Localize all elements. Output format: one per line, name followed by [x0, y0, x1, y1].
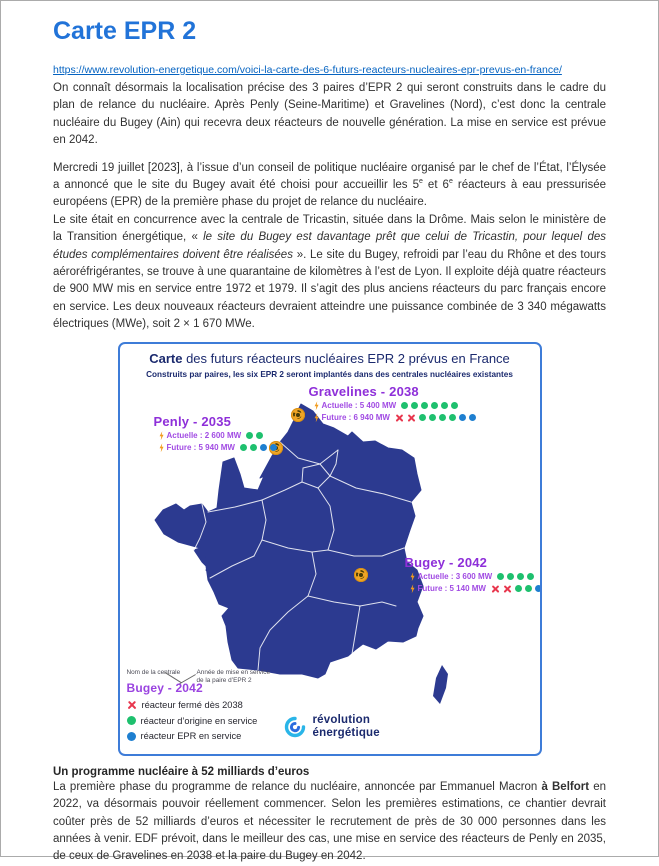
- legend-item-epr: réacteur EPR en service: [127, 731, 258, 742]
- station-label-penly: [154, 414, 277, 453]
- epr-reactor-icon: [127, 732, 141, 741]
- map-figure: [118, 342, 542, 756]
- closing-suffix: en 2022, va désormais pouvoir réellement commencer. Selon les premières estimations, ce chantier devrait coûter près de 52 milliards d’euros et nécessiter le recrutement de près de 30 000 personnes dans les années à venir. EDF prévoit, dans le meilleur des cas, une mise en service des réacteurs de Penly en 2035, de ceux de Gravelines en 2038 et la paire du Bugey en 2042.: [53, 780, 606, 863]
- station-name: Penly - 2035: [153, 413, 232, 429]
- station-name: Bugey - 2042: [404, 554, 488, 570]
- station-actual-label: Actuelle : 3 600 MW: [417, 572, 493, 582]
- ordinal-sup: e: [418, 178, 423, 186]
- para3-prefix: Le site était en concurrence avec la centrale de Tricastin, située dans la Drôme. Mais selon le ministère de la Transition énergétique, «: [53, 213, 606, 244]
- reactor-units: [237, 444, 277, 451]
- bolt-icon: [314, 401, 320, 410]
- para2-text-3: réacteurs à eau pressurisée européens (EPR) de la première phase du projet de relance du nucléaire.: [53, 179, 606, 209]
- page-title: Carte EPR 2: [53, 17, 197, 45]
- source-link[interactable]: https://www.revolution-energetique.com/voici-la-carte-des-6-futurs-reacteurs-nucleaires-epr-prevus-en-france/: [53, 64, 562, 76]
- closing-prefix: La première phase du programme de relance du nucléaire, annoncée par Emmanuel Macron: [53, 780, 542, 793]
- station-label-bugey: [405, 555, 542, 594]
- closing-bold: à Belfort: [541, 780, 590, 793]
- logo-text: [313, 714, 380, 739]
- bolt-icon: [410, 584, 416, 593]
- section-heading: Un programme nucléaire à 52 milliards d’euros: [53, 765, 310, 778]
- station-actual-row: [159, 431, 277, 441]
- legend-annotation-year-l2: de la paire d’EPR 2: [196, 676, 252, 684]
- reactor-units: [488, 584, 542, 593]
- legend-item-closed: réacteur fermé dès 2038: [127, 700, 258, 711]
- legend-item-original: réacteur d’origine en service: [127, 715, 258, 726]
- station-future-row: [159, 443, 277, 453]
- corsica: [433, 665, 448, 704]
- para2-text-2: et 6: [422, 179, 449, 192]
- bolt-icon: [410, 572, 416, 581]
- legend-annotation-year: [197, 669, 271, 685]
- reactor-units: [392, 413, 476, 422]
- page-content: [1, 17, 658, 866]
- legend-annotation-name: Nom de la centrale: [126, 668, 181, 676]
- intro-paragraph: On connaît désormais la localisation précise des 3 paires d’EPR 2 qui seront construits dans le cadre du plan de relance du nucléaire. Après Penly (Seine-Maritime) et Gravelines (Nord), c’est donc la centrale nucléaire du Bugey (Ain) qui recevra deux réacteurs de nouvelle génération. La mise en service est prévue en 2042.: [53, 82, 606, 147]
- map-subtitle: Construits par paires, les six EPR 2 seront implantés dans des centrales nucléaires existantes: [146, 369, 513, 379]
- logo-line1: révolution: [312, 714, 371, 727]
- ordinal-sup: e: [448, 178, 453, 186]
- legend-example-label: Bugey - 2042: [126, 680, 203, 695]
- closing-paragraph: [53, 779, 606, 866]
- revolution-energetique-logo: [282, 714, 380, 740]
- legend-annotation-year-l1: Année de mise en service: [196, 668, 271, 676]
- station-actual-row: [314, 401, 476, 411]
- map-title: [120, 351, 540, 366]
- ministry-quote: le site du Bugey est davantage prêt que celui de Tricastin, pour lequel des études complémentaires doivent être réalisées: [53, 231, 606, 261]
- radioactive-icon-bugey: [354, 568, 368, 582]
- bolt-icon: [314, 413, 320, 422]
- station-future-label: Future : 5 140 MW: [417, 584, 486, 594]
- station-future-row: [410, 584, 542, 594]
- station-future-label: Future : 5 940 MW: [166, 443, 235, 453]
- para2-text-1: Mercredi 19 juillet [2023], à l’issue d’un conseil de politique nucléaire organisé par le chef de l’État, l’Élysée a annoncé que le site du Bugey avait été choisi pour accueillir les 5: [53, 161, 606, 192]
- station-actual-label: Actuelle : 5 400 MW: [321, 401, 397, 411]
- legend-items: [127, 700, 258, 747]
- closed-reactor-icon: [127, 700, 142, 710]
- map-title-rest: des futurs réacteurs nucléaires EPR 2 prévus en France: [182, 350, 510, 366]
- bolt-icon: [159, 443, 165, 452]
- original-reactor-icon: [127, 716, 141, 725]
- map-title-bold: Carte: [149, 350, 183, 366]
- station-label-gravelines: [309, 384, 476, 423]
- radioactive-icon-gravelines: [291, 408, 305, 422]
- bolt-icon: [159, 431, 165, 440]
- logo-line2: énergétique: [312, 726, 380, 739]
- reactor-units: [243, 432, 263, 439]
- main-paragraph: [53, 160, 606, 334]
- station-actual-row: [410, 572, 542, 582]
- para3-suffix: ». Le site du Bugey, refroidi par l’eau du Rhône et des tours aéroréfrigérantes, se trouve à une quarantaine de kilomètres à l’est de Lyon. Il exploite déjà quatre réacteurs de 900 MW mis en service entre 1972 et 1979. Il s’agit des plus anciens réacteurs du parc français encore en service. Les deux nouveaux réacteurs devraient atteindre une puissance combinée de 3 340 mégawatts électriques (MWe), soit 2 × 1 670 MWe.: [53, 248, 606, 331]
- station-future-label: Future : 6 940 MW: [321, 413, 390, 423]
- station-actual-label: Actuelle : 2 600 MW: [166, 431, 242, 441]
- reactor-units: [398, 402, 458, 409]
- reactor-units: [494, 573, 534, 580]
- station-future-row: [314, 413, 476, 423]
- station-name: Gravelines - 2038: [308, 383, 419, 399]
- logo-spiral-icon: [282, 714, 308, 740]
